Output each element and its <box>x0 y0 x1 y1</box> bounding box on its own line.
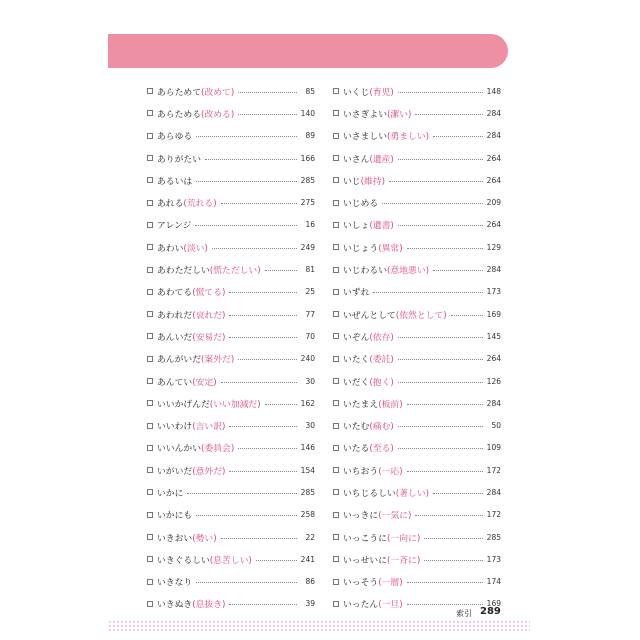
entry-page-number: 146 <box>300 443 315 453</box>
index-entry <box>333 236 501 258</box>
checkbox[interactable] <box>147 400 153 406</box>
dot-leader <box>451 315 483 316</box>
entry-page-number: 240 <box>300 354 315 364</box>
dot-leader <box>265 404 297 405</box>
dot-leader <box>407 471 483 472</box>
checkbox[interactable] <box>333 534 339 540</box>
dot-leader <box>424 560 482 561</box>
entry-reading: いずれ <box>343 288 370 299</box>
checkbox[interactable] <box>147 378 153 384</box>
entry-page-number: 275 <box>300 198 315 208</box>
checkbox[interactable] <box>333 289 339 295</box>
entry-kanji: (一斉に) <box>387 555 421 566</box>
index-entry <box>147 414 315 436</box>
checkbox[interactable] <box>147 88 153 94</box>
index-entry <box>333 437 501 459</box>
dot-leader <box>407 604 483 605</box>
dot-leader <box>398 337 483 338</box>
entry-page-number: 258 <box>300 510 315 520</box>
dot-leader <box>221 203 297 204</box>
checkbox[interactable] <box>147 356 153 362</box>
checkbox[interactable] <box>333 579 339 585</box>
dot-leader <box>229 337 297 338</box>
entry-reading: いきおい <box>157 533 193 544</box>
dot-leader <box>433 270 483 271</box>
entry-reading: いたむ <box>343 422 370 433</box>
entry-kanji: (言い訳) <box>192 422 226 433</box>
dot-leader <box>256 560 297 561</box>
entry-page-number: 81 <box>305 265 315 275</box>
checkbox[interactable] <box>333 423 339 429</box>
entry-reading: あわただしい <box>157 266 210 277</box>
entry-kanji: (痛む) <box>369 422 394 433</box>
index-entry <box>333 169 501 191</box>
entry-kanji: (依存) <box>369 332 394 343</box>
entry-kanji: (板前) <box>378 399 403 410</box>
checkbox[interactable] <box>333 445 339 451</box>
checkbox[interactable] <box>333 88 339 94</box>
entry-page-number: 30 <box>305 376 315 386</box>
checkbox[interactable] <box>147 601 153 607</box>
dot-leader <box>424 538 482 539</box>
entry-kanji: (慌てる) <box>192 288 226 299</box>
entry-page-number: 172 <box>486 465 501 475</box>
entry-kanji: (著しい) <box>395 488 430 499</box>
entry-kanji: (いい加減だ) <box>209 399 261 410</box>
dot-leader <box>407 582 483 583</box>
checkbox[interactable] <box>147 489 153 495</box>
entry-page-number: 249 <box>300 242 315 252</box>
index-entry <box>333 102 501 124</box>
dot-leader <box>398 159 483 160</box>
entry-reading: いじめる <box>343 199 379 210</box>
entry-reading: いきなり <box>157 578 193 589</box>
entry-page-number: 264 <box>486 175 501 185</box>
dot-leader <box>407 404 483 405</box>
index-entry <box>147 147 315 169</box>
checkbox[interactable] <box>147 311 153 317</box>
index-entry <box>147 548 315 570</box>
checkbox[interactable] <box>147 155 153 161</box>
index-entry <box>333 571 501 593</box>
checkbox[interactable] <box>333 155 339 161</box>
entry-kanji: (荒れる) <box>183 199 217 210</box>
dot-leader <box>196 136 297 137</box>
checkbox[interactable] <box>147 423 153 429</box>
entry-kanji: (維持) <box>360 176 386 187</box>
entry-reading: あれる <box>157 199 184 210</box>
entry-reading: あらゆる <box>157 132 193 143</box>
entry-reading: あわれだ <box>157 310 193 321</box>
checkbox[interactable] <box>333 400 339 406</box>
entry-kanji: (遺産) <box>369 154 394 165</box>
entry-reading: いたく <box>343 355 370 366</box>
checkbox[interactable] <box>333 356 339 362</box>
entry-kanji: (淡い) <box>183 243 208 254</box>
entry-reading: いきぬき <box>157 600 193 611</box>
checkbox[interactable] <box>147 133 153 139</box>
entry-reading: ありがたい <box>157 154 201 165</box>
index-column-left <box>147 80 315 615</box>
index-entry <box>333 325 501 347</box>
entry-reading: あんてい <box>157 377 193 388</box>
entry-kanji: (至る) <box>369 444 394 455</box>
checkbox[interactable] <box>147 534 153 540</box>
index-column-right <box>333 80 501 615</box>
index-entry <box>333 281 501 303</box>
index-entry <box>333 80 501 102</box>
dot-leader <box>398 426 483 427</box>
dot-leader <box>212 248 297 249</box>
index-entry <box>147 303 315 325</box>
index-entry <box>147 459 315 481</box>
dot-leader <box>229 315 297 316</box>
dot-leader <box>398 92 483 93</box>
index-entry <box>147 437 315 459</box>
entry-page-number: 25 <box>305 287 315 297</box>
index-entry <box>333 125 501 147</box>
entry-reading: いだく <box>343 377 370 388</box>
entry-kanji: (遺書) <box>369 221 394 232</box>
checkbox[interactable] <box>333 133 339 139</box>
index-entry <box>333 548 501 570</box>
entry-kanji: (哀れだ) <box>192 310 226 321</box>
entry-page-number: 166 <box>300 153 315 163</box>
entry-page-number: 285 <box>300 487 315 497</box>
checkbox[interactable] <box>333 222 339 228</box>
checkbox[interactable] <box>333 378 339 384</box>
entry-reading: あわてる <box>157 288 193 299</box>
checkbox[interactable] <box>333 467 339 473</box>
index-entry <box>147 281 315 303</box>
entry-page-number: 30 <box>305 421 315 431</box>
entry-reading: いきぐるしい <box>157 555 210 566</box>
checkbox[interactable] <box>147 110 153 116</box>
checkbox[interactable] <box>147 289 153 295</box>
index-entry <box>333 459 501 481</box>
index-entry <box>147 593 315 615</box>
index-entry <box>333 147 501 169</box>
entry-page-number: 264 <box>486 220 501 230</box>
dot-leader <box>229 426 297 427</box>
entry-page-number: 284 <box>486 487 501 497</box>
entry-reading: いじょう <box>343 243 379 254</box>
dot-leader <box>398 359 483 360</box>
entry-page-number: 70 <box>305 331 315 341</box>
entry-page-number: 285 <box>486 532 501 542</box>
checkbox[interactable] <box>333 489 339 495</box>
entry-reading: いじ <box>343 176 361 187</box>
index-entry <box>147 392 315 414</box>
checkbox[interactable] <box>333 311 339 317</box>
entry-page-number: 89 <box>305 131 315 141</box>
entry-page-number: 77 <box>305 309 315 319</box>
entry-reading: あんいだ <box>157 332 193 343</box>
entry-reading: いさましい <box>343 132 387 143</box>
dot-leader <box>265 270 297 271</box>
entry-page-number: 169 <box>486 309 501 319</box>
dot-leader <box>221 382 297 383</box>
entry-kanji: (一気に) <box>378 511 412 522</box>
entry-page-number: 16 <box>305 220 315 230</box>
entry-page-number: 173 <box>486 287 501 297</box>
entry-kanji: (育児) <box>369 87 394 98</box>
entry-page-number: 209 <box>486 198 501 208</box>
checkbox[interactable] <box>147 445 153 451</box>
checkbox[interactable] <box>147 267 153 273</box>
index-entry <box>147 325 315 347</box>
dot-leader <box>195 225 297 226</box>
checkbox[interactable] <box>333 244 339 250</box>
entry-page-number: 162 <box>300 398 315 408</box>
entry-reading: いかにも <box>157 511 193 522</box>
dot-leader <box>238 448 296 449</box>
dot-leader <box>398 225 483 226</box>
entry-reading: いっそう <box>343 578 379 589</box>
entry-kanji: (委員会) <box>201 444 235 455</box>
checkbox[interactable] <box>147 556 153 562</box>
index-entry <box>147 481 315 503</box>
entry-page-number: 140 <box>300 108 315 118</box>
checkbox[interactable] <box>147 177 153 183</box>
entry-reading: アレンジ <box>157 221 192 232</box>
entry-reading: いぜんとして <box>343 310 396 321</box>
checkbox[interactable] <box>147 244 153 250</box>
entry-reading: いくじ <box>343 87 370 98</box>
checkbox[interactable] <box>333 333 339 339</box>
entry-kanji: (異常) <box>378 243 403 254</box>
entry-page-number: 284 <box>486 108 501 118</box>
entry-page-number: 148 <box>486 86 501 96</box>
dot-leader <box>229 604 297 605</box>
dot-leader <box>407 248 483 249</box>
index-entry <box>333 370 501 392</box>
entry-reading: いちじるしい <box>343 488 396 499</box>
footer-dot-strip <box>108 620 530 632</box>
dot-leader <box>187 493 296 494</box>
dot-leader <box>196 181 296 182</box>
entry-reading: いっせいに <box>343 555 387 566</box>
dot-leader <box>389 181 483 182</box>
dot-leader <box>415 515 482 516</box>
index-entry <box>333 593 501 615</box>
dot-leader <box>238 114 296 115</box>
entry-reading: あらためる <box>157 109 201 120</box>
dot-leader <box>238 92 297 93</box>
entry-kanji: (勢い) <box>192 533 217 544</box>
entry-page-number: 172 <box>486 510 501 520</box>
entry-kanji: (一向に) <box>387 533 421 544</box>
dot-leader <box>433 136 483 137</box>
dot-leader <box>415 114 482 115</box>
entry-kanji: (意外だ) <box>192 466 226 477</box>
dot-leader <box>373 292 482 293</box>
footer-page-number: 289 <box>480 606 501 617</box>
entry-page-number: 129 <box>486 242 501 252</box>
index-entry <box>147 526 315 548</box>
header-band <box>108 34 508 68</box>
dot-leader <box>221 538 297 539</box>
entry-reading: あるいは <box>157 176 193 187</box>
checkbox[interactable] <box>147 512 153 518</box>
dot-leader <box>229 292 297 293</box>
entry-page-number: 284 <box>486 265 501 275</box>
index-entry <box>333 214 501 236</box>
dot-leader <box>196 582 297 583</box>
index-entry <box>333 526 501 548</box>
index-entry <box>147 258 315 280</box>
index-entry <box>147 504 315 526</box>
index-entry <box>147 370 315 392</box>
entry-reading: いちおう <box>343 466 379 477</box>
entry-reading: いったん <box>343 600 379 611</box>
checkbox[interactable] <box>147 200 153 206</box>
dot-leader <box>196 515 296 516</box>
index-entry <box>333 504 501 526</box>
entry-page-number: 173 <box>486 554 501 564</box>
entry-kanji: (一旦) <box>378 600 403 611</box>
dot-leader <box>229 471 296 472</box>
index-entry <box>147 125 315 147</box>
entry-reading: あわい <box>157 243 184 254</box>
index-entry <box>147 191 315 213</box>
checkbox[interactable] <box>333 267 339 273</box>
entry-page-number: 284 <box>486 398 501 408</box>
index-entry <box>147 169 315 191</box>
entry-kanji: (抱く) <box>369 377 394 388</box>
entry-page-number: 126 <box>486 376 501 386</box>
entry-reading: いじわるい <box>343 266 387 277</box>
dot-leader <box>382 203 482 204</box>
entry-kanji: (息抜き) <box>192 600 226 611</box>
dot-leader <box>398 382 483 383</box>
entry-kanji: (依然として) <box>395 310 447 321</box>
entry-kanji: (息苦しい) <box>209 555 252 566</box>
entry-reading: あらためて <box>157 87 201 98</box>
index-entry <box>147 348 315 370</box>
entry-page-number: 39 <box>305 599 315 609</box>
entry-page-number: 174 <box>486 577 501 587</box>
entry-reading: いかに <box>157 488 184 499</box>
entry-reading: あんがいだ <box>157 355 201 366</box>
checkbox[interactable] <box>333 177 339 183</box>
entry-reading: いたまえ <box>343 399 379 410</box>
checkbox[interactable] <box>147 467 153 473</box>
entry-kanji: (慌ただしい) <box>209 266 261 277</box>
index-entry <box>147 236 315 258</box>
entry-reading: いさん <box>343 154 370 165</box>
index-entry <box>333 191 501 213</box>
entry-page-number: 264 <box>486 354 501 364</box>
checkbox[interactable] <box>333 200 339 206</box>
entry-page-number: 264 <box>486 153 501 163</box>
index-entry <box>333 392 501 414</box>
entry-kanji: (一応) <box>378 466 403 477</box>
checkbox[interactable] <box>333 601 339 607</box>
entry-kanji: (一層) <box>378 578 403 589</box>
entry-page-number: 241 <box>300 554 315 564</box>
footer-label: 索引 <box>456 609 472 618</box>
index-entry <box>147 80 315 102</box>
checkbox[interactable] <box>147 222 153 228</box>
dot-leader <box>205 159 297 160</box>
entry-reading: いさぎよい <box>343 109 387 120</box>
index-entry <box>333 348 501 370</box>
entry-kanji: (安易だ) <box>192 332 226 343</box>
entry-kanji: (潔い) <box>387 109 412 120</box>
checkbox[interactable] <box>333 110 339 116</box>
entry-reading: いっこうに <box>343 533 387 544</box>
index-entry <box>333 258 501 280</box>
entry-page-number: 86 <box>305 577 315 587</box>
dot-leader <box>238 359 296 360</box>
checkbox[interactable] <box>333 556 339 562</box>
entry-kanji: (委託) <box>369 355 394 366</box>
index-entry <box>147 571 315 593</box>
entry-reading: いぞん <box>343 332 370 343</box>
checkbox[interactable] <box>147 333 153 339</box>
entry-reading: いいんかい <box>157 444 201 455</box>
index-entry <box>333 303 501 325</box>
entry-page-number: 109 <box>486 443 501 453</box>
checkbox[interactable] <box>147 579 153 585</box>
entry-reading: いいかげんだ <box>157 399 210 410</box>
entry-reading: いたる <box>343 444 370 455</box>
index-entry <box>147 214 315 236</box>
entry-reading: いっきに <box>343 511 379 522</box>
entry-kanji: (改める) <box>201 109 235 120</box>
entry-page-number: 145 <box>486 331 501 341</box>
entry-page-number: 154 <box>300 465 315 475</box>
entry-page-number: 169 <box>486 599 501 609</box>
entry-page-number: 284 <box>486 131 501 141</box>
entry-kanji: (安定) <box>192 377 217 388</box>
entry-kanji: (案外だ) <box>201 355 235 366</box>
entry-kanji: (改めて) <box>201 87 235 98</box>
index-entry <box>333 414 501 436</box>
dot-leader <box>433 493 483 494</box>
entry-kanji: (勇ましい) <box>387 132 430 143</box>
entry-page-number: 22 <box>305 532 315 542</box>
index-entry <box>147 102 315 124</box>
entry-page-number: 50 <box>491 421 501 431</box>
entry-kanji: (意地悪い) <box>387 266 430 277</box>
entry-reading: いいわけ <box>157 422 193 433</box>
dot-leader <box>398 448 483 449</box>
checkbox[interactable] <box>333 512 339 518</box>
index-entry <box>333 481 501 503</box>
entry-reading: いがいだ <box>157 466 193 477</box>
entry-page-number: 285 <box>300 175 315 185</box>
entry-reading: いしょ <box>343 221 370 232</box>
entry-page-number: 85 <box>305 86 315 96</box>
